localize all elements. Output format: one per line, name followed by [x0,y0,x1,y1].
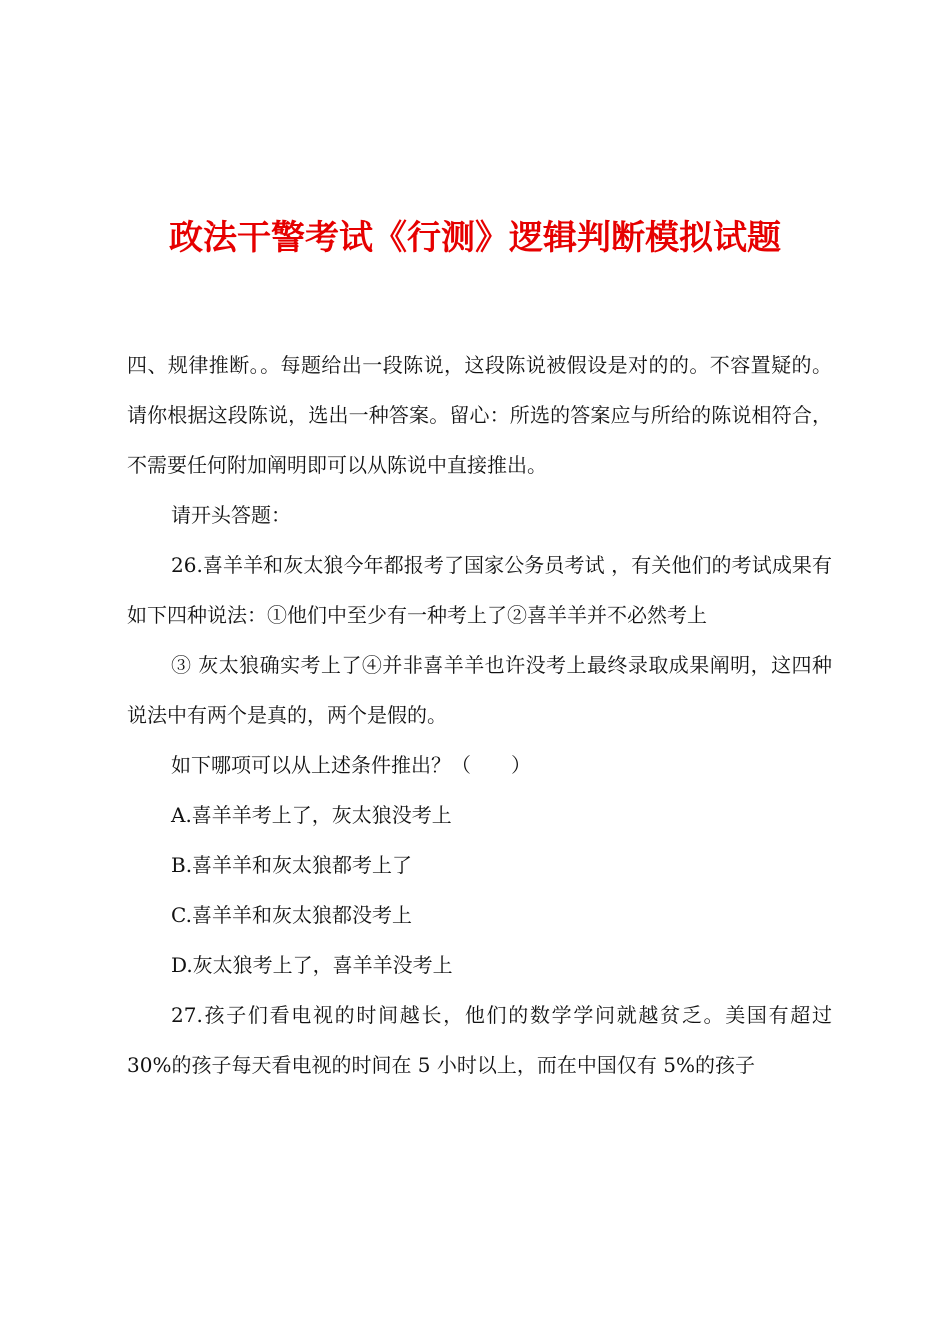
document-body [127,340,832,1090]
intro-paragraph: 四、规律推断。。每题给出一段陈说，这段陈说被假设是对的的。不容置疑的。请你根据这段陈说，选出一种答案。留心：所选的答案应与所给的陈说相符合，不需要任何附加阐明即可以从陈说中直接推出。 [127,353,832,477]
option-c: C.喜羊羊和灰太狼都没考上 [171,903,412,927]
option-b: B.喜羊羊和灰太狼都考上了 [171,853,413,877]
page-title: 政法干警考试《行测》逻辑判断模拟试题 [169,218,781,258]
question-27-stem: 27.孩子们看电视的时间越长，他们的数学学问就越贫乏。美国有超过 30%的孩子每天看电视的时间在 5 小时以上，而在中国仅有 5%的孩子 [127,1003,832,1077]
start-prompt: 请开头答题： [171,503,291,527]
question-26-prompt: 如下哪项可以从上述条件推出？（ ） [171,753,531,777]
option-a: A.喜羊羊考上了，灰太狼没考上 [171,803,452,827]
question-26-stem: 26.喜羊羊和灰太狼今年都报考了国家公务员考试 ，有关他们的考试成果有如下四种说法：①他们中至少有一种考上了②喜羊羊并不必然考上 [127,553,832,627]
option-d: D.灰太狼考上了，喜羊羊没考上 [171,953,453,977]
question-26-stem-continued: ③ 灰太狼确实考上了④并非喜羊羊也许没考上最终录取成果阐明，这四种说法中有两个是真的，两个是假的。 [127,653,832,727]
